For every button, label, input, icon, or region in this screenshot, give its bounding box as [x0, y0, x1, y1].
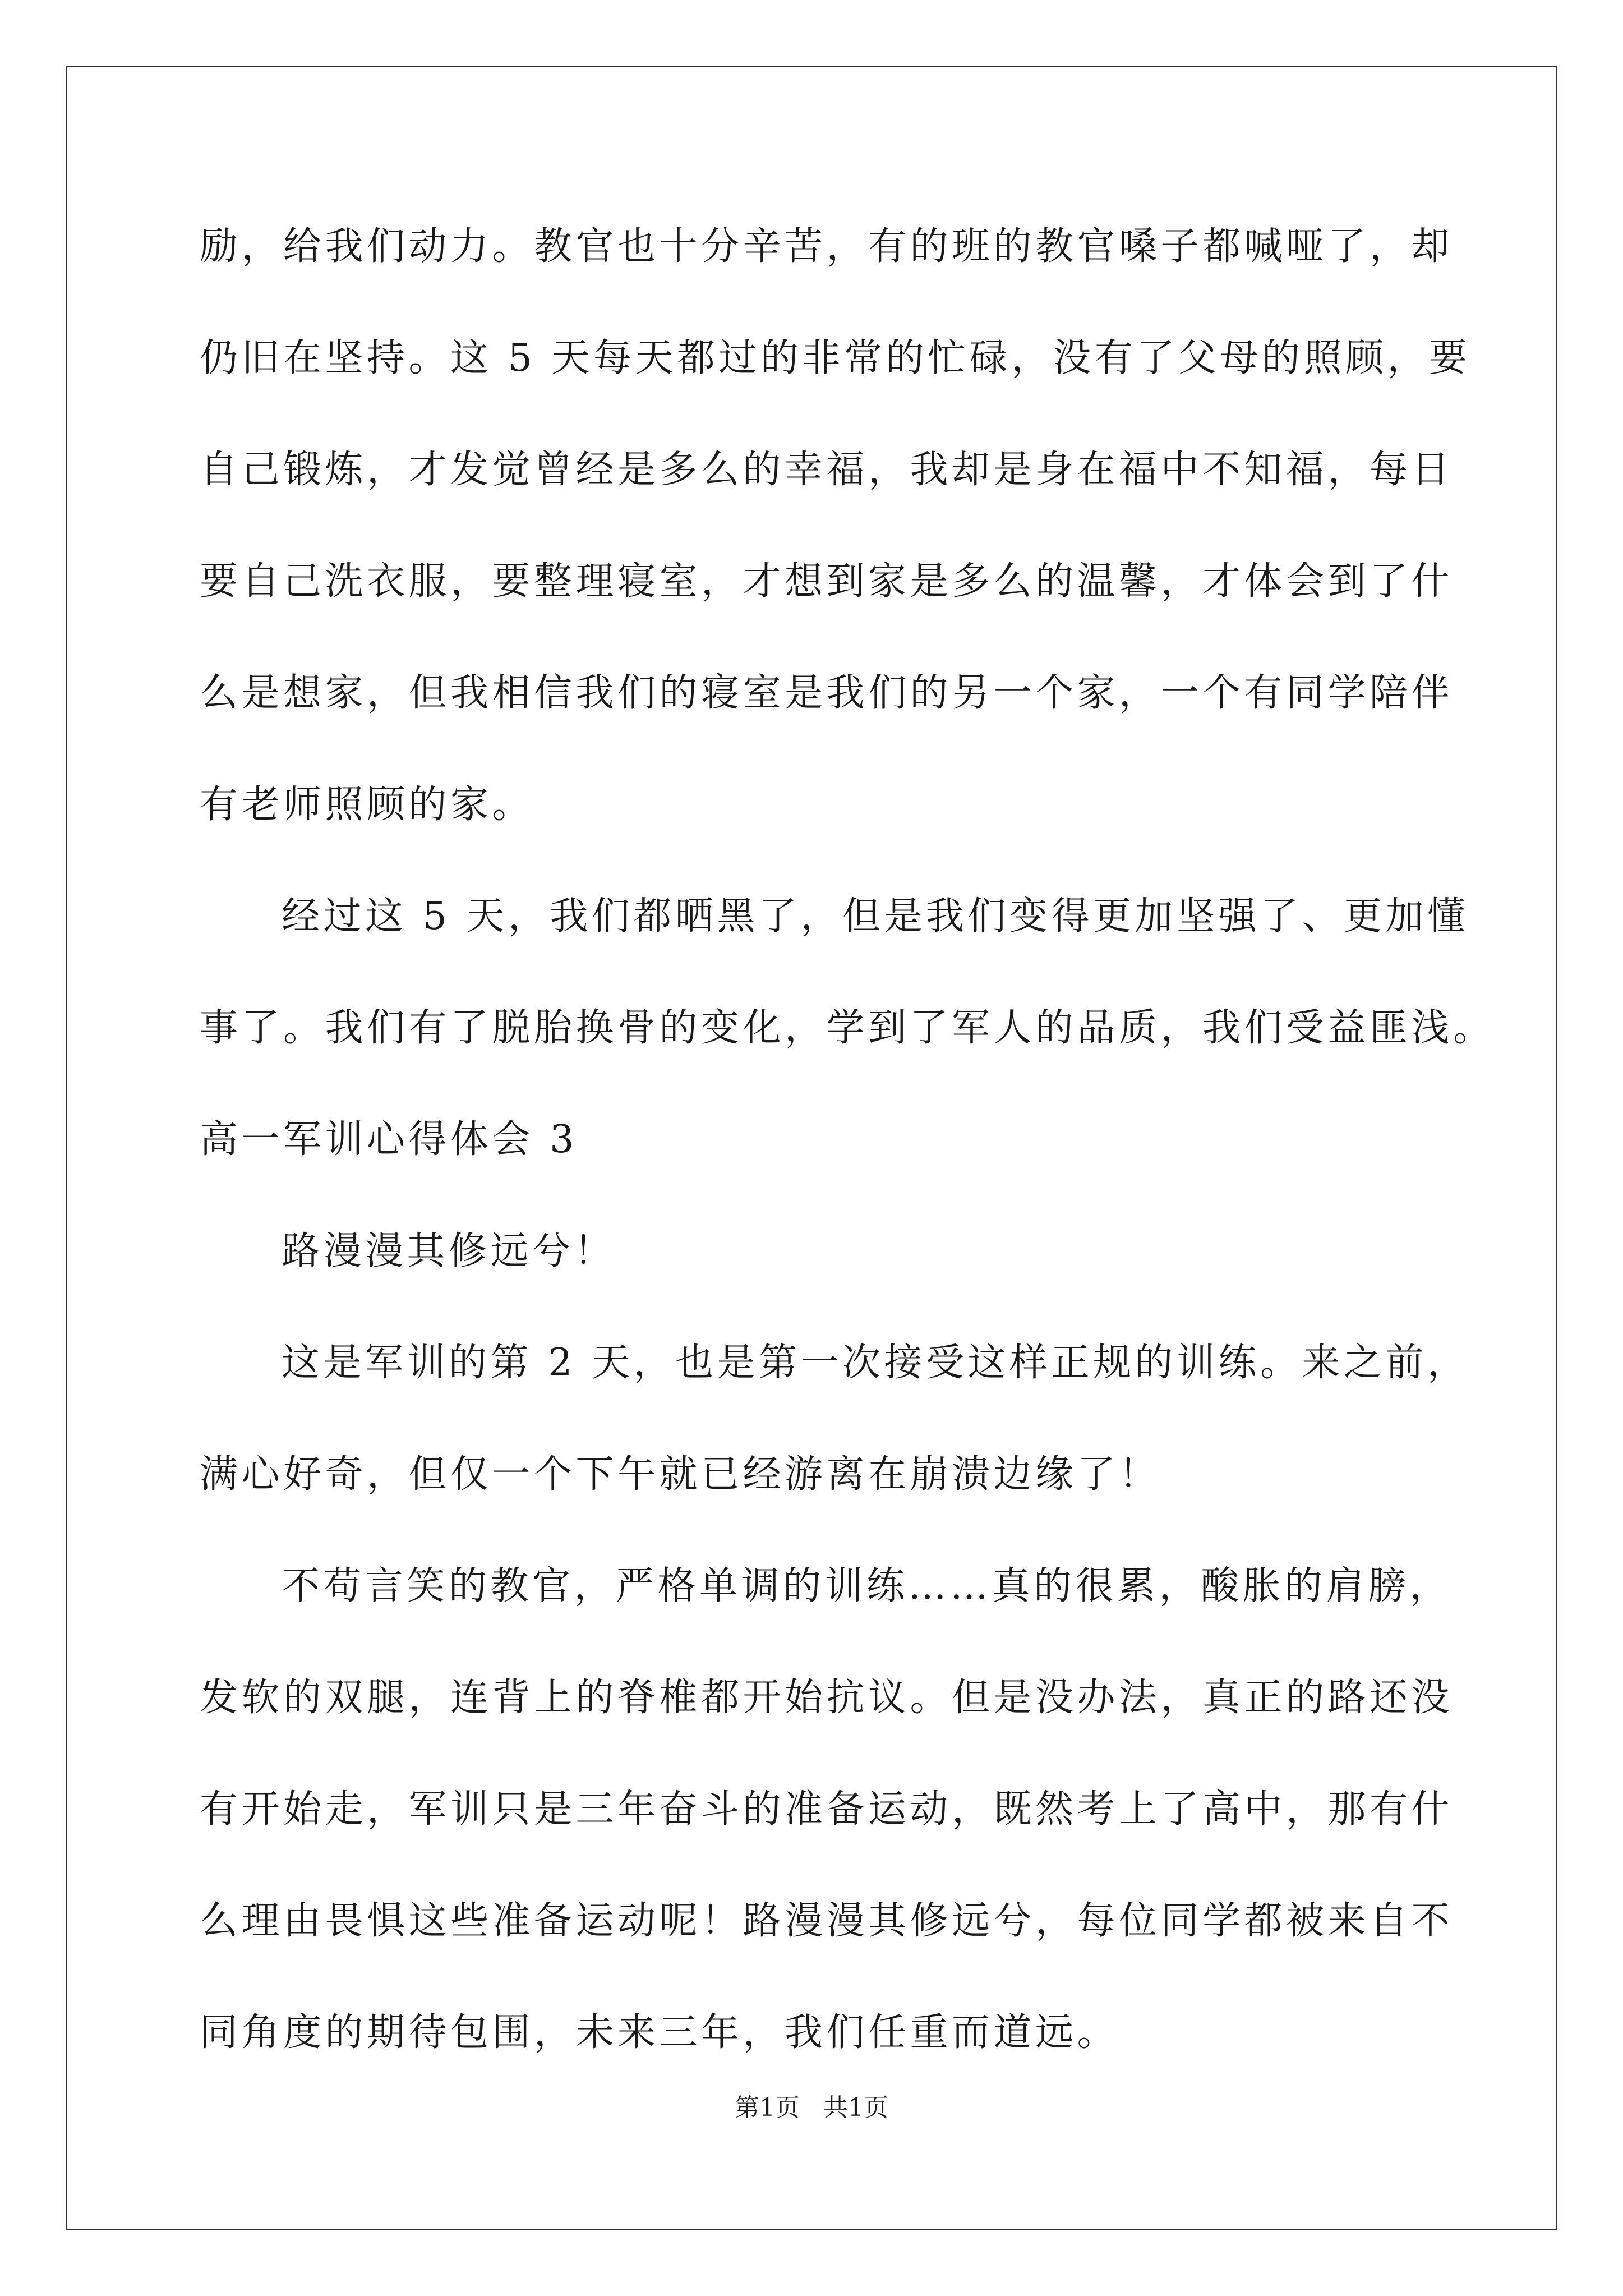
paragraph-line: 路漫漫其修远兮！ [282, 1229, 616, 1273]
paragraph-line: 仍旧在坚持。这 5 天每天都过的非常的忙碌，没有了父母的照顾，要 [200, 336, 1471, 380]
paragraph-line: 同角度的期待包围，未来三年，我们任重而道远。 [200, 2010, 1119, 2055]
paragraph-line: 么是想家，但我相信我们的寝室是我们的另一个家，一个有同学陪伴 [200, 671, 1454, 715]
paragraph-line: 有老师照顾的家。 [200, 783, 534, 827]
paragraph-line: 发软的双腿，连背上的脊椎都开始抗议。但是没办法，真正的路还没 [200, 1676, 1454, 1720]
paragraph-line: 么理由畏惧这些准备运动呢！路漫漫其修远兮，每位同学都被来自不 [200, 1899, 1454, 1943]
paragraph-line: 自己锻炼，才发觉曾经是多么的幸福，我却是身在福中不知福，每日 [200, 448, 1454, 492]
paragraph-line: 不苟言笑的教官，严格单调的训练……真的很累，酸胀的肩膀， [282, 1564, 1452, 1608]
paragraph-line: 有开始走，军训只是三年奋斗的准备运动，既然考上了高中，那有什 [200, 1787, 1454, 1832]
page-number: 第1页 共1页 [735, 2093, 888, 2122]
paragraph-line: 要自己洗衣服，要整理寝室，才想到家是多么的温馨，才体会到了什 [200, 559, 1454, 604]
paragraph-line: 这是军训的第 2 天，也是第一次接受这样正规的训练。来之前， [282, 1341, 1469, 1385]
paragraph-line: 励，给我们动力。教官也十分辛苦，有的班的教官嗓子都喊哑了，却 [200, 224, 1454, 269]
paragraph-line: 经过这 5 天，我们都晒黑了，但是我们变得更加坚强了、更加懂 [282, 894, 1469, 938]
section-heading: 高一军训心得体会 3 [200, 1117, 578, 1162]
document-body [200, 216, 1495, 2114]
paragraph-line: 事了。我们有了脱胎换骨的变化，学到了军人的品质，我们受益匪浅。 [200, 1006, 1495, 1050]
paragraph-line: 满心好奇，但仅一个下午就已经游离在崩溃边缘了！ [200, 1452, 1161, 1497]
